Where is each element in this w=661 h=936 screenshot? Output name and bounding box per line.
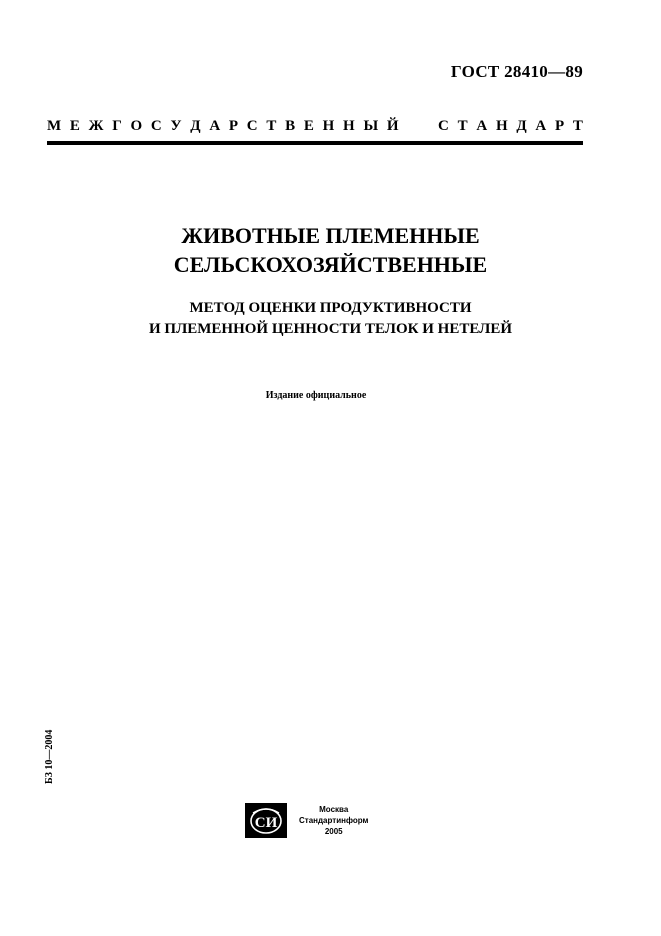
publisher-year: 2005 — [324, 827, 343, 836]
heading-letter: Д — [516, 118, 527, 134]
heading-letter: Н — [343, 118, 355, 134]
header-rule — [47, 141, 583, 145]
edition-label: Издание официальное — [265, 390, 367, 401]
heading-letter: А — [209, 118, 221, 134]
heading-letter: С — [246, 118, 258, 134]
logo-letters: СИ — [254, 815, 278, 831]
heading-letter: Ж — [88, 118, 104, 134]
side-code: БЗ 10—2004 — [44, 729, 55, 784]
title-line-1: ЖИВОТНЫЕ ПЛЕМЕННЫЕ — [181, 223, 480, 248]
publisher-block — [245, 803, 368, 838]
standartinform-logo-icon — [245, 803, 287, 838]
document-title — [0, 221, 661, 279]
logo-glyph — [245, 803, 287, 838]
heading-word-gap — [407, 118, 429, 135]
title-line-2: СЕЛЬСКОХОЗЯЙСТВЕННЫЕ — [173, 252, 488, 277]
heading-letter: С — [438, 118, 449, 134]
heading-letter: Г — [112, 118, 122, 134]
publisher-info — [299, 804, 368, 837]
heading-letter: Н — [495, 118, 508, 134]
heading-letter: Е — [303, 118, 314, 134]
heading-letter: Т — [572, 118, 583, 134]
heading-letter: А — [476, 118, 488, 134]
heading-letter: Р — [555, 118, 565, 134]
heading-letter: Т — [457, 118, 468, 134]
heading-letter: А — [535, 118, 547, 134]
document-subtitle — [0, 298, 661, 340]
subtitle-line-1: МЕТОД ОЦЕНКИ ПРОДУКТИВНОСТИ — [189, 300, 472, 316]
subtitle-line-2: И ПЛЕМЕННОЙ ЦЕННОСТИ ТЕЛОК И НЕТЕЛЕЙ — [149, 321, 512, 337]
heading-letter: О — [130, 118, 143, 134]
heading-letter: Р — [228, 118, 239, 134]
gost-number: ГОСТ 28410—89 — [450, 62, 583, 81]
heading-letter: Т — [266, 118, 277, 134]
publisher-name: Стандартинформ — [299, 816, 369, 825]
heading-letter: М — [47, 118, 62, 134]
heading-letter: В — [285, 118, 296, 134]
heading-letter: Ы — [363, 118, 379, 134]
standard-type-heading — [47, 118, 583, 135]
heading-letter: Е — [69, 118, 80, 134]
heading-letter: Д — [190, 118, 201, 134]
publisher-city: Москва — [319, 805, 349, 814]
heading-letter: Й — [386, 118, 399, 134]
heading-letter: У — [170, 118, 182, 134]
heading-letter: С — [150, 118, 162, 134]
heading-letter: Н — [322, 118, 335, 134]
